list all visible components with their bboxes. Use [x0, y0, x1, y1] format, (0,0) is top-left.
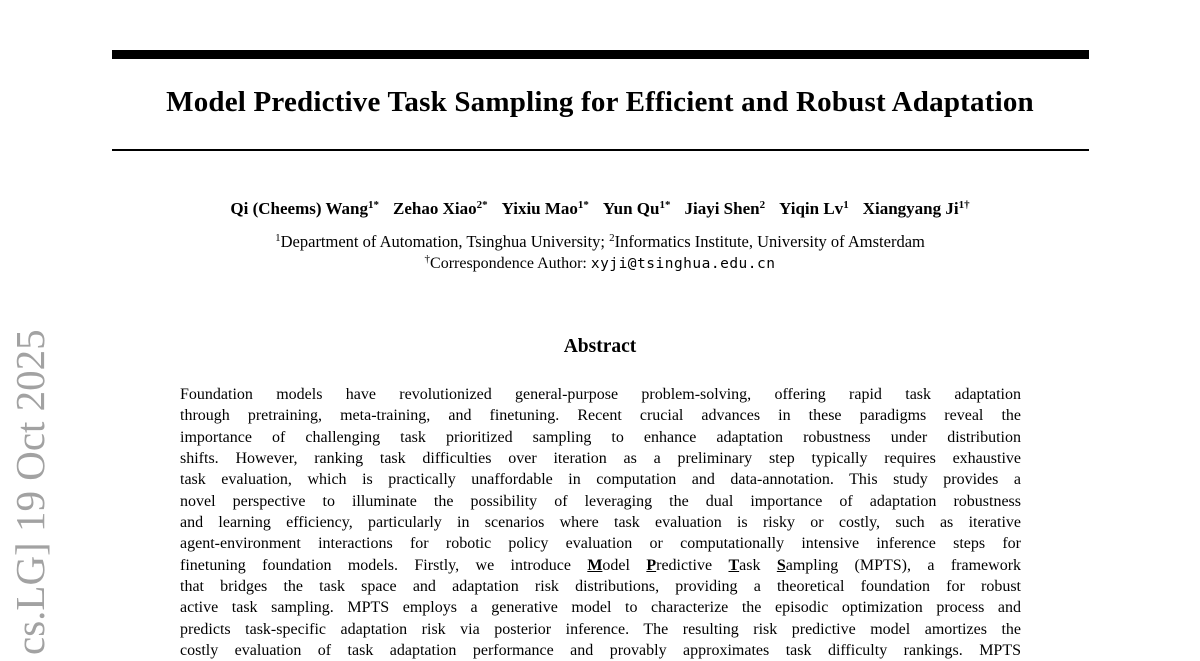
author-list [0, 199, 1200, 219]
abstract-line: active task sampling. MPTS employs a generative model to characterize the episodic optimization process and [180, 599, 1021, 617]
abstract-line: agent-environment interactions for robotic policy evaluation or computationally intensive inference steps for [180, 535, 1021, 553]
abstract-line: finetuning foundation models. Firstly, we introduce Model Predictive Task Sampling (MPTS), a framework [180, 556, 1022, 574]
author-superscript: 1* [659, 199, 671, 211]
affiliation-line: $^1$Department of Automation, Tsinghua University; $^2$Informatics Institute, University of Amsterdam [275, 232, 925, 251]
arxiv-watermark: cs.LG] 19 Oct 2025 [7, 329, 53, 655]
author-name: Jiayi Shen$^2$ [684, 199, 766, 218]
abstract-line: task evaluation, which is practically unaffordable in computation and data-annotation. This study provides a [180, 471, 1021, 489]
emphasized-letter: T [728, 556, 740, 574]
title-rule [112, 149, 1089, 151]
abstract-body [180, 384, 1021, 661]
author-name: Yun $Qu^{1*}$ [602, 199, 671, 218]
abstract-line: importance of challenging task prioritized sampling to enhance adaptation robustness under distribution [180, 428, 1021, 446]
author-name: Xiangyang $Ji^{1\dagger}$ [862, 199, 970, 218]
abstract-heading: Abstract [563, 336, 637, 357]
author-name: Zehao Xiao$^{2*}$ [392, 199, 488, 218]
author-superscript: 2* [476, 199, 488, 211]
abstract-line: predicts task-specific adaptation risk via posterior inference. The resulting risk predictive model amortizes the [180, 620, 1021, 638]
abstract-line: that bridges the task space and adaptation risk distributions, providing a theoretical foundation for robust [180, 578, 1021, 596]
abstract-line: shifts. However, ranking task difficulties over iteration as a preliminary step typically requires exhaustive [180, 450, 1021, 468]
emphasized-letter: S [776, 556, 786, 574]
abstract-line: Foundation models have revolutionized general-purpose problem-solving, offering rapid task adaptation [180, 386, 1021, 403]
author-name: Yixiu Mao$^{1*}$ [501, 199, 589, 218]
correspondence-superscript: † [424, 253, 431, 265]
top-rule [112, 50, 1089, 59]
abstract-line: through pretraining, meta-training, and finetuning. Recent crucial advances in these paradigms reveal the [180, 407, 1021, 425]
email-text: xyji@tsinghua.edu.cn [590, 256, 776, 272]
author-superscript: 1 [843, 199, 849, 211]
author-name: Yiqin Lv$^1$ [779, 199, 849, 218]
author-superscript: 2 [759, 199, 766, 211]
emphasized-letter: P [646, 556, 657, 574]
author-superscript: 1* [367, 199, 379, 211]
paper-title: Model Predictive Task Sampling for Efficient and Robust Adaptation [166, 86, 1034, 118]
author-name: Qi (Cheems) Wang$^{1*}$ [230, 199, 379, 218]
abstract-line: costly evaluation of task adaptation performance and provably approximates task difficulty rankings. MPTS [180, 642, 1021, 660]
abstract-line: novel perspective to illuminate the possibility of leveraging the dual importance of adaptation robustness [180, 492, 1021, 510]
affiliation-superscript: 2 [609, 232, 615, 244]
author-superscript: 1* [577, 199, 589, 211]
abstract-line: and learning efficiency, particularly in scenarios where task evaluation is risky or costly, such as iterative [180, 514, 1021, 532]
correspondence-line: †Correspondence Author: xyji@tsinghua.edu.cn [424, 253, 776, 272]
emphasized-letter: M [587, 556, 603, 574]
author-superscript: 1† [958, 199, 970, 211]
affiliation-superscript: 1 [275, 232, 281, 244]
